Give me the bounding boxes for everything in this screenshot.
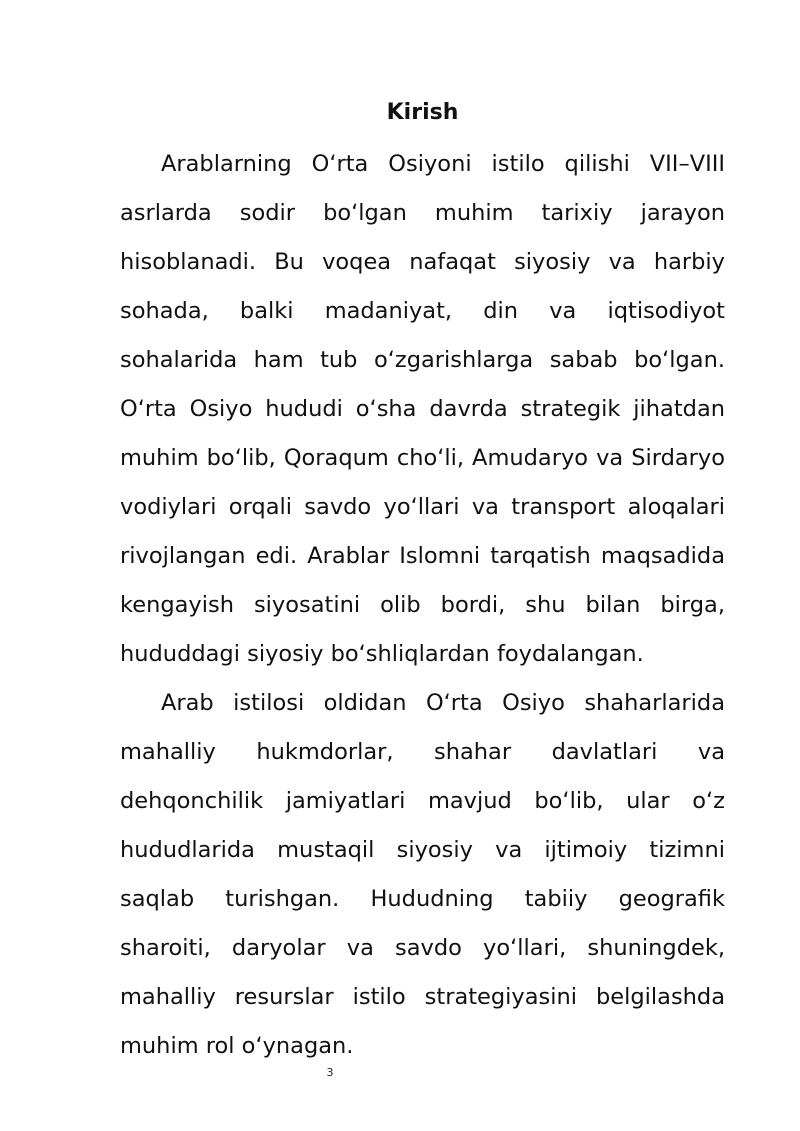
page-title: Kirish <box>386 100 459 125</box>
paragraph-2: Arab istilosi oldidan O‘rta Osiyo shaharlarida mahalliy hukmdorlar, shahar davlatlari va dehqonchilik jamiyatlari mavjud bo‘lib, ular o‘z hududlarida mustaqil siyosiy va ijtimoiy tizimni saqlab turishgan. Hududning tabiiy geografik sharoiti, daryolar va savdo yo‘llari, shuningdek, mahalliy resurslar istilo strategiyasini belgilashda muhim rol o‘ynagan. <box>120 690 725 1059</box>
paragraph-1: Arablarning O‘rta Osiyoni istilo qilishi VII–VIII asrlarda sodir bo‘lgan muhim tarixiy jarayon hisoblanadi. Bu voqea nafaqat siyosiy va harbiy sohada, balki madaniyat, din va iqtisodiyot sohalarida ham tub o‘zgarishlarga sabab bo‘lgan. O‘rta Osiyo hududi o‘sha davrda strategik jihatdan muhim bo‘lib, Qoraqum cho‘li, Amudaryo va Sirdaryo vodiylari orqali savdo yo‘llari va transport aloqalari rivojlangan edi. Arablar Islomni tarqatish maqsadida kengayish siyosatini olib bordi, shu bilan birga, hududdagi siyosiy bo‘shliqlardan foydalangan. <box>120 151 725 667</box>
page-number: 3 <box>326 1066 334 1079</box>
body-text <box>120 140 725 1071</box>
